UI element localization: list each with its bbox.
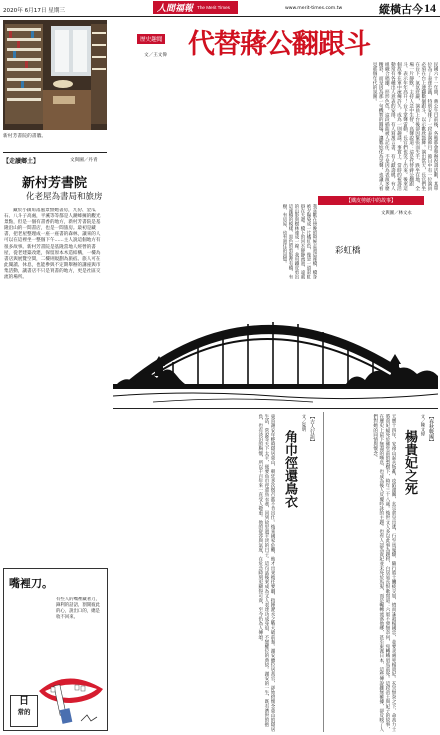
logo-english: The Merit Times xyxy=(197,5,230,10)
poem-title: 嘴裡刀。 xyxy=(9,577,53,590)
rainbow-bridge-papercut xyxy=(113,266,438,410)
history-title: 代替蔣公翻跟斗 xyxy=(188,29,370,60)
section-name: 縱橫古今 xyxy=(379,3,423,16)
papercut-body: 我喜歡在傍晚的時候走過這座橋，橋身被夕陽染成一片橘紅色，像是一道彩虹掛在天邊。橋下的河水靜靜流過，遠處的山影與樹林連成一線。我用鐵皮剪出這座橋的模樣，黑色的剪影裡有橋、有樹、有房屋，也有過往的回憶。 xyxy=(282,204,317,279)
history-author: 文／王文偉 xyxy=(144,53,167,58)
history-body: 民國六十一年間，蔣公生日前後，各地都會舉辦祝壽活動，某單位為了表達忠誠，特別安排了一段表演節目。節目中有一位演員必須在台上連翻數個跟斗，以示歡欣鼓舞。演出當天，長官們坐在台下，氣氛莊嚴，演員上台後卻因緊張而失手，跌坐在地，全場一片靜默。主持人急中生智，高聲說道：這是代替蔣公翻跟斗，表示年年高升！台下掌聲雷動，長官們也笑了出來。後來這個故事在軍中流傳許久，成為一則趣談。事實上，當時的祝壽活動常有各種出人意表的安排，有人寫萬言書，有人獻壽桃，有人組織合唱團，形形色色。這段插曲被人記住，不是因為表演多麼精彩，而是因為那一句機智的圓場，讓尷尬化為笑聲，也讓人看見那個年代的氛圍。 xyxy=(372,62,438,191)
bookstore-photo xyxy=(3,20,107,130)
header-rule xyxy=(0,16,440,17)
photo-caption: 新村芳書院的書牆。 xyxy=(3,134,47,139)
poem-box xyxy=(3,568,108,731)
spring-autumn-body: 天寶十四年，安祿山起兵叛亂，攻陷潼關，玄宗倉皇出逃，行至馬嵬驛，隨行將士饑疲交加，憤而誅殺楊國忠，並要求處死楊貴妃。玄宗無奈之下，命高力士將貴妃縊死於佛堂前的梨樹下，時年三十八歲。後世文人多以此事為題材，白居易長恨歌寫道：六軍不發無奈何，宛轉蛾眉馬前死。這段帝王與妃子的故事，在歷史上留下無盡的嘆息，也成為後人反覆吟詠的主題。也有人認為貴妃並未死於馬嵬，而是輾轉流落他鄉，甚至東渡日本，這些傳說雖無確據，卻反映了人們對她的同情與懷念。 xyxy=(372,414,396,732)
papercut-tag: 【鐵皮剪紙中的故事】 xyxy=(318,196,424,205)
kakuzo-tag: 【古人行誼】 xyxy=(309,414,315,444)
spring-autumn-title: 楊貴妃之死 xyxy=(402,430,417,495)
intro-subtitle: 化老屋為書局和旅房 xyxy=(26,192,103,202)
papercut-box xyxy=(113,196,438,406)
column-logo xyxy=(10,695,38,727)
intro-tag: 【走讀鄉土】 xyxy=(3,158,40,165)
papercut-title: 彩虹橋 xyxy=(335,246,361,256)
site-url[interactable]: www.merit-times.com.tw xyxy=(285,6,343,11)
column-divider xyxy=(323,412,324,732)
history-tag: 歷史趣聞 xyxy=(137,34,165,44)
issue-date: 2020年 6月17日 星期三 xyxy=(3,8,66,14)
spring-autumn-author: 文／陳文偉 xyxy=(420,414,425,436)
column-logo-bottom: 常的 xyxy=(17,708,31,716)
column-logo-top: 日 xyxy=(19,696,29,707)
intro-title: 新村芳書院 xyxy=(22,176,88,191)
kakuzo-title: 角巾徑還鳥衣 xyxy=(282,430,297,508)
intro-top-rule xyxy=(3,152,107,153)
page-number: 14 xyxy=(424,1,436,15)
kakuzo-author: 文／夏明 xyxy=(301,414,306,432)
spring-autumn-tag: 【春秋戰國】 xyxy=(428,414,434,444)
papercut-author: 文與圖／林文永 xyxy=(381,211,412,216)
logo-chinese: 人間福報 xyxy=(157,4,194,14)
intro-body: 藏於小鎮角落風景無她書房，九份、金瓜石、八斗子高處，平溪等等都是人潮蜂擁的觀光景點，但是一個有書香的地方，新村芳書院是基隆沿山的一間書店，也是一間旅房。最初是藏書，把老屋整理成一座一座書的森林，讓來的人可以在這裡坐一整個下午……主人說這個地方有很多故事。新村芳書院是基隆當地人經營的書屋，從老建築改建，保留原本木造結構，一樓為書店與展覽空間，二樓則規劃為旅宿。旅人可在此閱讀、休息，也能參與不定期舉辦的講座與市集活動，讓書店不只是買書的地方，更是社區交流的場所。 xyxy=(4,208,101,281)
kakuzo-body: 東晉謝安年輕時隱居東山，朝廷多次徵召都不肯出仕。後來國家危難，他才出來擔任要職，指揮淝水之戰大破前秦。謝安雖位居高官，卻始終懷念東山的隱居生活，常說等天下太平，便要角巾徑還鳥衣巷，回到故里過平淡的日子。這句話後來成為文人表達功成身退、不戀權位的典故。謝安的一生，既有濟世的抱負，也有淡泊的胸懷，所以千百年來一直受人敬重。他的從容與氣度，在危急時刻更顯得可貴，至今仍為人傳頌。 xyxy=(257,414,275,732)
poem-body: 有些人的嘴裡藏著刀，鋒利的話語，割開彼此的心，說出口的，總是收不回來。 xyxy=(56,597,100,620)
lower-section-rule xyxy=(113,408,438,409)
newspaper-logo xyxy=(153,1,238,14)
intro-author: 文與圖／丹青 xyxy=(70,158,98,163)
mouth-knife-illustration xyxy=(37,661,107,733)
